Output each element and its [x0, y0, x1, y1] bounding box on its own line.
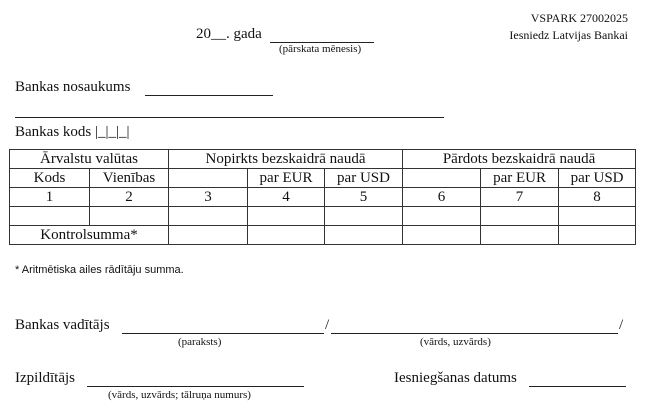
sold-usd-header: par USD — [559, 169, 636, 188]
column-number-row — [10, 188, 636, 207]
bank-code-label: Bankas kods |_|_|_| — [15, 124, 130, 140]
data-cell[interactable] — [481, 207, 559, 226]
bought-usd-header: par USD — [325, 169, 403, 188]
data-cell[interactable] — [559, 207, 636, 226]
units-header: Vienības — [90, 169, 169, 188]
table-data-row — [10, 207, 636, 226]
slash-separator: / — [325, 317, 330, 333]
data-cell[interactable] — [169, 207, 248, 226]
sold-header: Pārdots bezskaidrā naudā — [403, 150, 636, 169]
sold-eur-header: par EUR — [481, 169, 559, 188]
data-cell[interactable] — [10, 207, 90, 226]
checksum-cell[interactable] — [403, 226, 481, 245]
table-group-header-row — [10, 150, 636, 169]
sold-blank-header — [403, 169, 481, 188]
bank-name-continuation-line[interactable] — [15, 117, 444, 118]
signature-field-line[interactable] — [122, 333, 324, 334]
bought-header: Nopirkts bezskaidrā naudā — [169, 150, 403, 169]
code-header: Kods — [10, 169, 90, 188]
data-cell[interactable] — [90, 207, 169, 226]
checksum-row — [10, 226, 636, 245]
submission-date-label: Iesniegšanas datums — [394, 370, 517, 386]
checksum-label: Kontrolsumma* — [10, 226, 169, 245]
column-number: 7 — [481, 188, 559, 207]
bank-name-field-line[interactable] — [145, 95, 273, 96]
table-subheader-row — [10, 169, 636, 188]
checksum-cell[interactable] — [169, 226, 248, 245]
currency-transactions-table — [9, 149, 636, 245]
bought-blank-header — [169, 169, 248, 188]
bought-eur-header: par EUR — [248, 169, 325, 188]
foreign-currency-header: Ārvalstu valūtas — [10, 150, 169, 169]
data-cell[interactable] — [248, 207, 325, 226]
executor-field-line[interactable] — [87, 386, 304, 387]
month-caption: (pārskata mēnesis) — [279, 43, 362, 55]
checksum-cell[interactable] — [325, 226, 403, 245]
form-code: VSPARK 27002025 — [530, 11, 628, 25]
year-prefix: 20__. gada — [196, 26, 262, 42]
checksum-cell[interactable] — [559, 226, 636, 245]
slash-separator: / — [619, 317, 624, 333]
column-number: 3 — [169, 188, 248, 207]
checksum-cell[interactable] — [248, 226, 325, 245]
column-number: 5 — [325, 188, 403, 207]
submit-to-text: Iesniedz Latvijas Bankai — [509, 28, 628, 42]
data-cell[interactable] — [403, 207, 481, 226]
submission-date-field-line[interactable] — [529, 386, 626, 387]
column-number: 6 — [403, 188, 481, 207]
column-number: 4 — [248, 188, 325, 207]
bank-head-label: Bankas vadītājs — [15, 317, 110, 333]
footnote: * Aritmētiska ailes rādītāju summa. — [15, 264, 184, 276]
checksum-cell[interactable] — [481, 226, 559, 245]
column-number: 1 — [10, 188, 90, 207]
column-number: 2 — [90, 188, 169, 207]
bank-name-label: Bankas nosaukums — [15, 79, 131, 95]
executor-label: Izpildītājs — [15, 370, 75, 386]
signature-caption: (paraksts) — [178, 336, 222, 348]
data-cell[interactable] — [325, 207, 403, 226]
name-caption: (vārds, uzvārds) — [420, 336, 491, 348]
column-number: 8 — [559, 188, 636, 207]
executor-caption: (vārds, uzvārds; tālruņa numurs) — [108, 389, 251, 401]
head-name-field-line[interactable] — [331, 333, 618, 334]
